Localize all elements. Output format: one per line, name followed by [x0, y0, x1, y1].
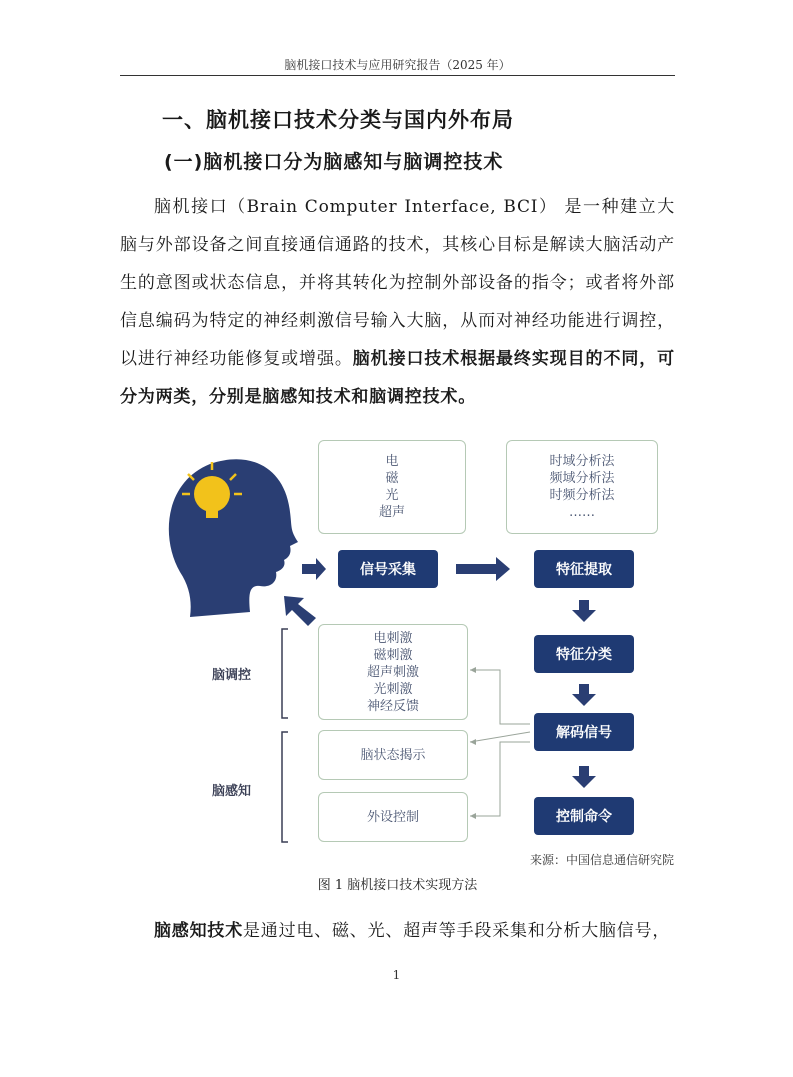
- analysis-method: 时域分析法: [549, 454, 615, 469]
- arrow-right-icon: [456, 557, 510, 581]
- stimulation-method: 超声刺激: [366, 664, 419, 680]
- arrow-up-left-icon: [284, 596, 316, 626]
- arrow-down-icon: [572, 684, 596, 706]
- feature-classification-step: 特征分类: [534, 635, 634, 673]
- bracket-perception: [282, 732, 288, 842]
- page-number: 1: [392, 968, 401, 982]
- arrow-down-icon: [572, 600, 596, 622]
- perception-bold-lead: 脑感知技术: [154, 921, 243, 941]
- arrow-down-icon: [572, 766, 596, 788]
- control-command-step: 控制命令: [534, 797, 634, 835]
- perception-label: 脑感知: [212, 784, 252, 799]
- acquisition-method: 超声: [378, 505, 405, 520]
- peripheral-control-box: [318, 792, 468, 842]
- figure-caption: 图 1 脑机接口技术实现方法: [317, 878, 478, 893]
- brain-state-label: 脑状态揭示: [360, 747, 426, 763]
- running-header: 脑机接口技术与应用研究报告（2025 年）: [284, 58, 511, 72]
- subsection-heading: (一)脑机接口分为脑感知与脑调控技术: [164, 151, 504, 173]
- stimulation-methods-box: [318, 624, 468, 720]
- decode-signal-step: 解码信号: [534, 713, 634, 751]
- arrow-right-icon: [302, 558, 326, 580]
- intro-paragraph: [120, 188, 675, 416]
- stimulation-method: 光刺激: [373, 681, 413, 697]
- intro-text: 脑机接口（Brain Computer Interface, BCI） 是一种建立大脑与外部设备之间直接通信通路的技术，其核心目标是解读大脑活动产生的意图或状态信息，并将其转化为控制外部设备的指令；或者将外部信息编码为特定的神经刺激信号输入大脑，从而对神经功能进行调控，以进行神经功能修复或增强。: [120, 197, 675, 369]
- peripheral-control-label: 外设控制: [366, 809, 419, 825]
- acquisition-method: 光: [385, 488, 399, 503]
- bracket-modulation: [282, 629, 288, 718]
- stimulation-method: 磁刺激: [373, 647, 413, 663]
- analysis-method: ……: [569, 505, 595, 520]
- perception-paragraph: [120, 912, 675, 950]
- analysis-method: 时频分析法: [549, 488, 615, 503]
- acquisition-method: 电: [385, 454, 399, 469]
- brain-state-box: [318, 730, 468, 780]
- intro-bold-text: 脑机接口技术根据最终实现目的不同，可分为两类，分别是脑感知技术和脑调控技术。: [120, 349, 675, 407]
- stimulation-method: 神经反馈: [366, 698, 419, 714]
- stimulation-method: 电刺激: [373, 630, 413, 646]
- bci-figure: [150, 432, 680, 852]
- modulation-label: 脑调控: [212, 668, 252, 683]
- analysis-method: 频域分析法: [549, 471, 615, 486]
- section-heading: 一、脑机接口技术分类与国内外布局: [162, 108, 514, 132]
- figure-source: 来源：中国信息通信研究院: [529, 853, 674, 867]
- feature-extraction-step: 特征提取: [534, 550, 634, 588]
- perception-text: 是通过电、磁、光、超声等手段采集和分析大脑信号，: [243, 921, 671, 941]
- signal-acquisition-step: 信号采集: [338, 550, 438, 588]
- header-rule: [120, 75, 675, 76]
- acquisition-method: 磁: [385, 471, 399, 486]
